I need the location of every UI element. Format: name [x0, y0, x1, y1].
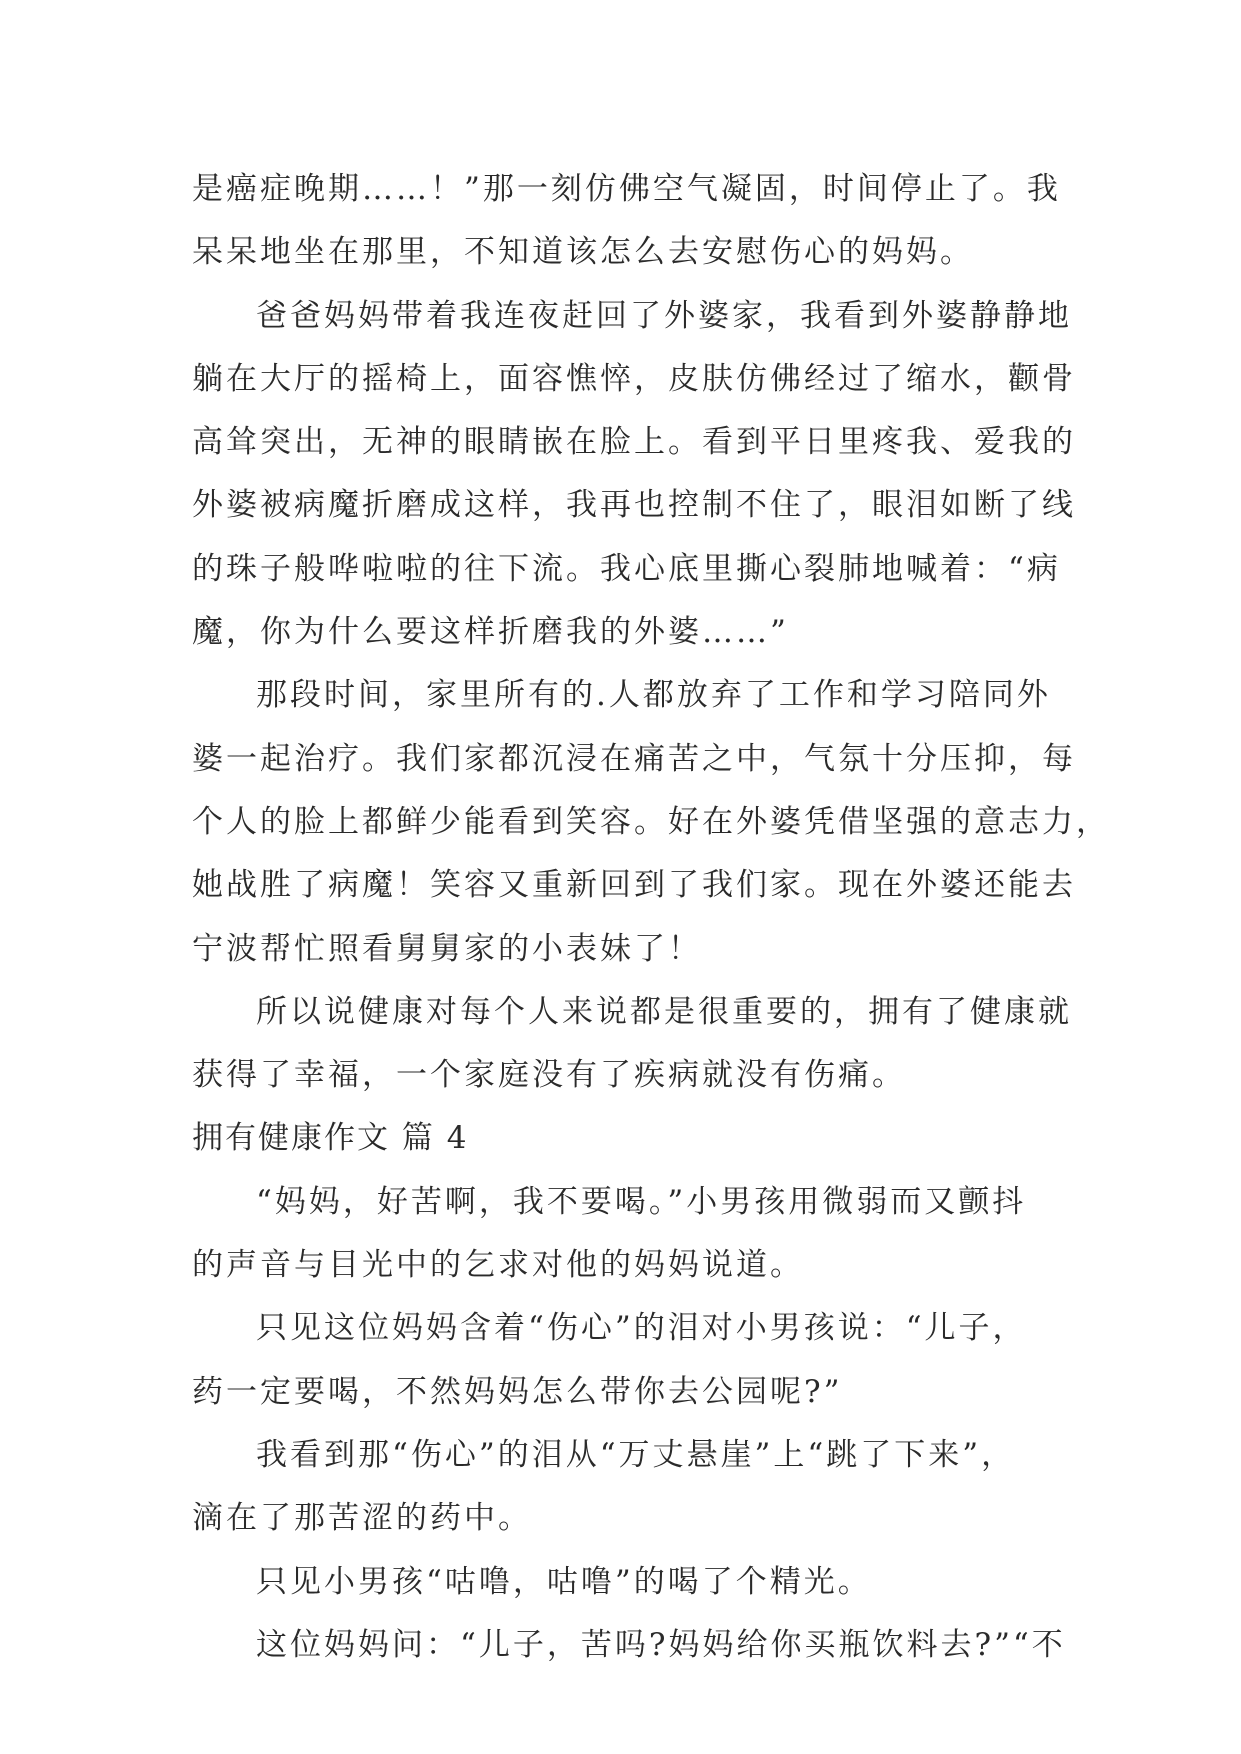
text-line: 获得了幸福，一个家庭没有了疾病就没有伤痛。: [192, 1057, 906, 1094]
paragraph-start-line: 我看到那“伤心”的泪从“万丈悬崖”上“跳了下来”，: [256, 1436, 1016, 1473]
text-line: 是癌症晚期……！”那一刻仿佛空气凝固，时间停止了。我: [192, 171, 1061, 207]
text-line: 滴在了那苦涩的药中。: [192, 1500, 532, 1537]
document-body: [192, 158, 1110, 1677]
paragraph-start-line: 只见小男孩“咕噜，咕噜”的喝了个精光。: [256, 1563, 872, 1600]
paragraph-start-line: 所以说健康对每个人来说都是很重要的，拥有了健康就: [256, 993, 1072, 1030]
paragraph-start-line: “妈妈，好苦啊，我不要喝。”小男孩用微弱而又颤抖: [256, 1183, 1027, 1220]
text-line: 药一定要喝，不然妈妈怎么带你去公园呢?”: [192, 1373, 843, 1410]
text-line: 呆呆地坐在那里，不知道该怎么去安慰伤心的妈妈。: [192, 234, 974, 271]
text-line: 她战胜了病魔！笑容又重新回到了我们家。现在外婆还能去: [192, 867, 1076, 904]
paragraph-start-line: 那段时间，家里所有的.人都放弃了工作和学习陪同外: [256, 677, 1051, 714]
section-heading: 拥有健康作文 篇 4: [192, 1120, 469, 1157]
text-line: 的声音与目光中的乞求对他的妈妈说道。: [192, 1247, 804, 1284]
paragraph-start-line: 这位妈妈问：“儿子，苦吗?妈妈给你买瓶饮料去?”“不: [256, 1626, 1066, 1663]
text-line: 高耸突出，无神的眼睛嵌在脸上。看到平日里疼我、爱我的: [192, 424, 1076, 461]
text-line: 个人的脸上都鲜少能看到笑容。好在外婆凭借坚强的意志力，: [192, 803, 1110, 840]
text-line: 宁波帮忙照看舅舅家的小表妹了！: [192, 930, 702, 967]
text-line: 婆一起治疗。我们家都沉浸在痛苦之中，气氛十分压抑，每: [192, 740, 1076, 777]
text-line: 魔，你为什么要这样折磨我的外婆……”: [192, 614, 789, 651]
text-line: 外婆被病魔折磨成这样，我再也控制不住了，眼泪如断了线: [192, 487, 1076, 524]
paragraph-start-line: 只见这位妈妈含着“伤心”的泪对小男孩说：“儿子，: [256, 1310, 1027, 1347]
paragraph-start-line: 爸爸妈妈带着我连夜赶回了外婆家，我看到外婆静静地: [256, 297, 1072, 334]
text-line: 躺在大厅的摇椅上，面容憔悴，皮肤仿佛经过了缩水，颧骨: [192, 360, 1076, 397]
text-line: 的珠子般哗啦啦的往下流。我心底里撕心裂肺地喊着：“病: [192, 550, 1061, 587]
